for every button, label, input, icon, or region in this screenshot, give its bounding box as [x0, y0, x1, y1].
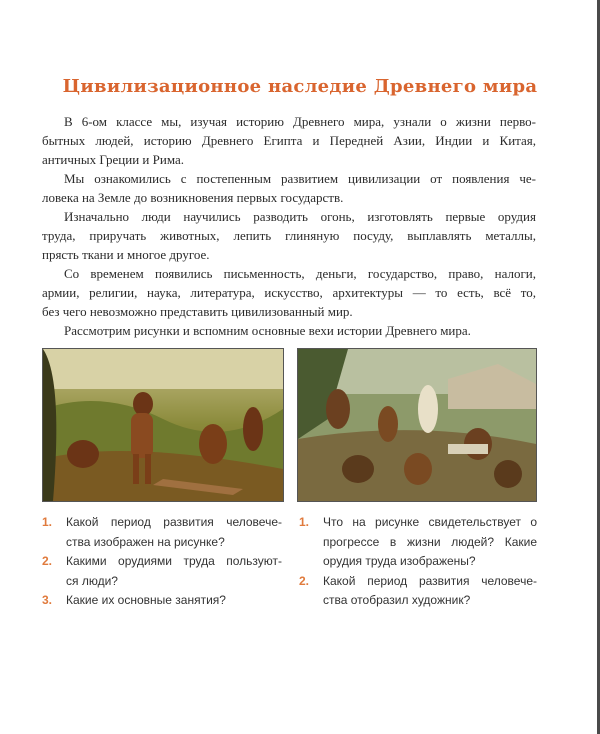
- primitive-people-illustration: [42, 348, 284, 502]
- paragraph-line: прясть ткани и многое другое.: [42, 247, 210, 262]
- question-text: Какой период развития человече-: [323, 573, 537, 588]
- question-number: 1.: [42, 515, 53, 529]
- question-text: ства изображен на рисунке?: [66, 534, 225, 549]
- paragraph-line: Мы ознакомились с постепенным развитием цивилизации от появления че-: [64, 171, 536, 186]
- paragraph-line: Со временем появились письменность, деньги, государство, право, налоги,: [64, 266, 536, 281]
- question-text: Какими орудиями труда пользуют-: [66, 554, 282, 568]
- question-item: [42, 591, 282, 611]
- question-item: [299, 572, 537, 611]
- intro-text: [42, 112, 536, 340]
- question-number: 2.: [42, 554, 53, 568]
- question-text: прогрессе в жизни людей? Какие: [323, 534, 537, 549]
- question-item: [42, 513, 282, 552]
- questions-right: [299, 513, 537, 611]
- paragraph-line: армии, религии, наука, литература, искусство, архитектуры — то есть, всё то,: [42, 285, 536, 300]
- question-text: ства отобразил художник?: [323, 593, 471, 607]
- paragraph-line: Рассмотрим рисунки и вспомним основные вехи истории Древнего мира.: [64, 323, 471, 338]
- question-number: 3.: [42, 593, 53, 607]
- question-text: Что на рисунке свидетельствует о: [323, 515, 537, 529]
- questions-left: [42, 513, 282, 611]
- question-text: Какие их основные занятия?: [66, 593, 226, 607]
- paragraph-line: без чего невозможно представить цивилизованный мир.: [42, 304, 353, 319]
- question-number: 2.: [299, 573, 310, 588]
- question-text: Какой период развития человече-: [66, 515, 282, 529]
- paragraph-line: труда, приручать животных, лепить глиняную посуду, выплавлять металлы,: [42, 228, 536, 243]
- paragraph-line: античных Греции и Рима.: [42, 152, 184, 167]
- ancient-village-illustration: [297, 348, 537, 502]
- question-item: [299, 513, 537, 572]
- paragraph-line: Изначально люди научились разводить огонь, изготовлять первые орудия: [64, 209, 536, 224]
- paragraph-line: В 6-ом классе мы, изучая историю Древнего мира, узнали о жизни перво-: [64, 114, 536, 129]
- question-item: [42, 552, 282, 591]
- question-number: 1.: [299, 515, 310, 529]
- paragraph-line: ловека на Земле до возникновения первых государств.: [42, 190, 344, 205]
- question-text: орудия труда изображены?: [323, 554, 476, 568]
- page-title: Цивилизационное наследие Древнего мира: [62, 76, 538, 97]
- paragraph-line: бытных людей, историю Древнего Египта и Передней Азии, Индии и Китая,: [42, 133, 536, 148]
- question-text: ся люди?: [66, 573, 118, 588]
